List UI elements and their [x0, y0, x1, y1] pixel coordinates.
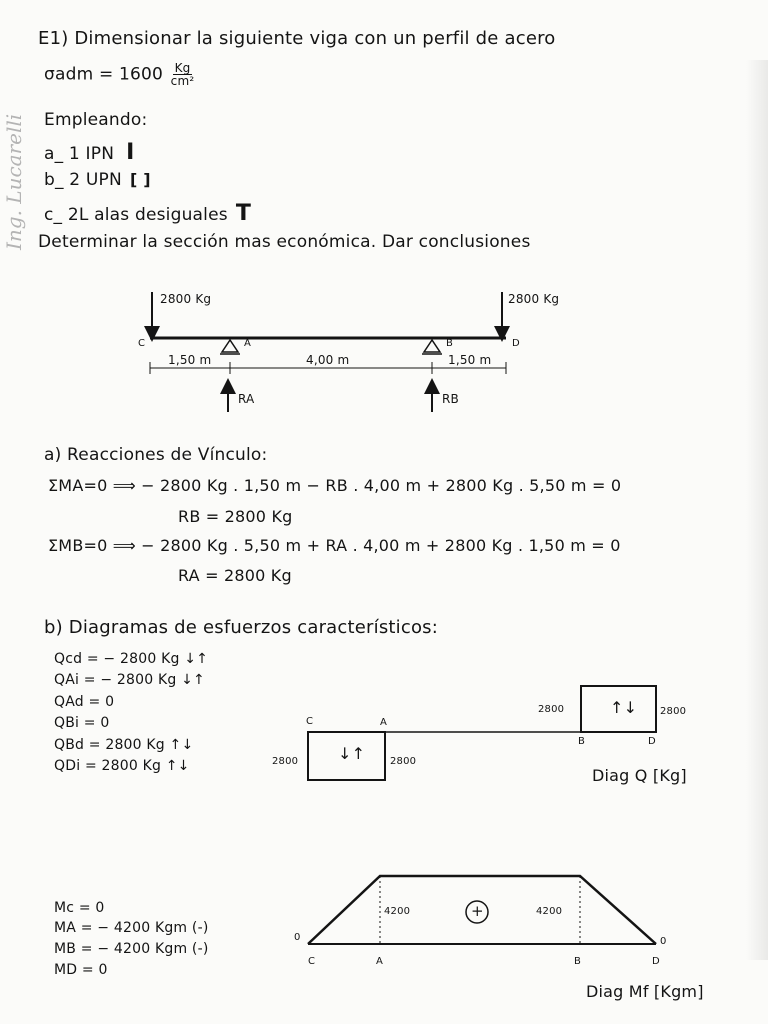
shear-line-5: QBd = 2800 Kg ↑↓ [54, 737, 194, 753]
moment-line-3: MB = − 4200 Kgm (-) [54, 941, 209, 957]
dim-2-label: 4,00 m [306, 353, 350, 367]
empleando-label: Empleando: [44, 110, 148, 130]
load-left-label: 2800 Kg [160, 292, 212, 306]
load-right-label: 2800 Kg [508, 292, 560, 306]
moment-node-a: A [376, 956, 384, 967]
support-a [222, 340, 238, 352]
sigma-unit-den: cm² [170, 74, 195, 88]
shear-val-c-left: 2800 [272, 756, 299, 767]
option-c-text: c_ 2L alas desiguales [44, 205, 228, 225]
moment-node-b: B [574, 956, 582, 967]
shear-val-b-left: 2800 [538, 704, 565, 715]
shear-line-3: QAd = 0 [54, 694, 115, 710]
sigma-unit-num: Kg [174, 61, 191, 75]
moment-val-b: 4200 [536, 906, 563, 917]
option-a-text: a_ 1 IPN [44, 144, 115, 164]
option-b-text: b_ 2 UPN [44, 170, 122, 190]
shear-node-b: B [578, 736, 586, 747]
moment-node-c: C [308, 956, 316, 967]
shear-arrow-positive: ↑↓ [610, 698, 638, 717]
reactions-title: a) Reacciones de Vínculo: [44, 445, 268, 465]
moment-zero-c: 0 [294, 932, 301, 943]
reactions-eq-2: ΣMB=0 ⟹ − 2800 Kg . 5,50 m + RA . 4,00 m + 2800 Kg . 1,50 m = 0 [48, 536, 621, 555]
shear-diagram-label: Diag Q [Kg] [592, 766, 687, 785]
node-d-label: D [512, 338, 520, 349]
reaction-b-value: RB = 2800 Kg [178, 507, 293, 526]
dim-3-label: 1,50 m [448, 353, 492, 367]
shear-val-a-right: 2800 [390, 756, 417, 767]
author-sidenote: Ing. Lucarelli [2, 113, 26, 250]
reaction-a-label: RA [238, 392, 255, 406]
shear-val-d-right: 2800 [660, 706, 687, 717]
moment-val-a: 4200 [384, 906, 411, 917]
shear-line-6: QDi = 2800 Kg ↑↓ [54, 758, 190, 774]
node-b-label: B [446, 338, 454, 349]
node-c-label: C [138, 338, 146, 349]
reaction-b-label: RB [442, 392, 459, 406]
diagrams-title: b) Diagramas de esfuerzos característicos: [44, 617, 439, 638]
angle-profile-icon: T [235, 201, 252, 226]
moment-line-4: MD = 0 [54, 962, 108, 978]
ipn-profile-icon: I [126, 140, 135, 165]
reactions-eq-1: ΣMA=0 ⟹ − 2800 Kg . 1,50 m − RB . 4,00 m + 2800 Kg . 5,50 m = 0 [48, 476, 622, 495]
upn-profile-icon: [ ] [129, 170, 151, 189]
shear-node-c: C [306, 716, 314, 727]
moment-line-2: MA = − 4200 Kgm (-) [54, 920, 209, 936]
moment-node-d: D [652, 956, 660, 967]
sigma-label: σadm = 1600 [44, 64, 164, 85]
support-b [424, 340, 440, 352]
node-a-label: A [244, 338, 252, 349]
moment-sign: + [471, 902, 484, 920]
shear-node-a: A [380, 717, 388, 728]
moment-zero-d: 0 [660, 936, 667, 947]
reaction-a-value: RA = 2800 Kg [178, 566, 292, 585]
shear-arrow-negative: ↓↑ [338, 744, 366, 763]
dim-1-label: 1,50 m [168, 353, 212, 367]
shear-line-2: QAi = − 2800 Kg ↓↑ [54, 672, 205, 688]
moment-diagram-label: Diag Mf [Kgm] [586, 982, 704, 1001]
moment-line-1: Mc = 0 [54, 900, 105, 916]
shear-line-1: Qcd = − 2800 Kg ↓↑ [54, 651, 209, 667]
problem-title: E1) Dimensionar la siguiente viga con un perfil de acero [38, 28, 556, 49]
shear-line-4: QBi = 0 [54, 715, 110, 731]
task-text: Determinar la sección mas económica. Dar conclusiones [38, 232, 531, 252]
shear-node-d: D [648, 736, 656, 747]
